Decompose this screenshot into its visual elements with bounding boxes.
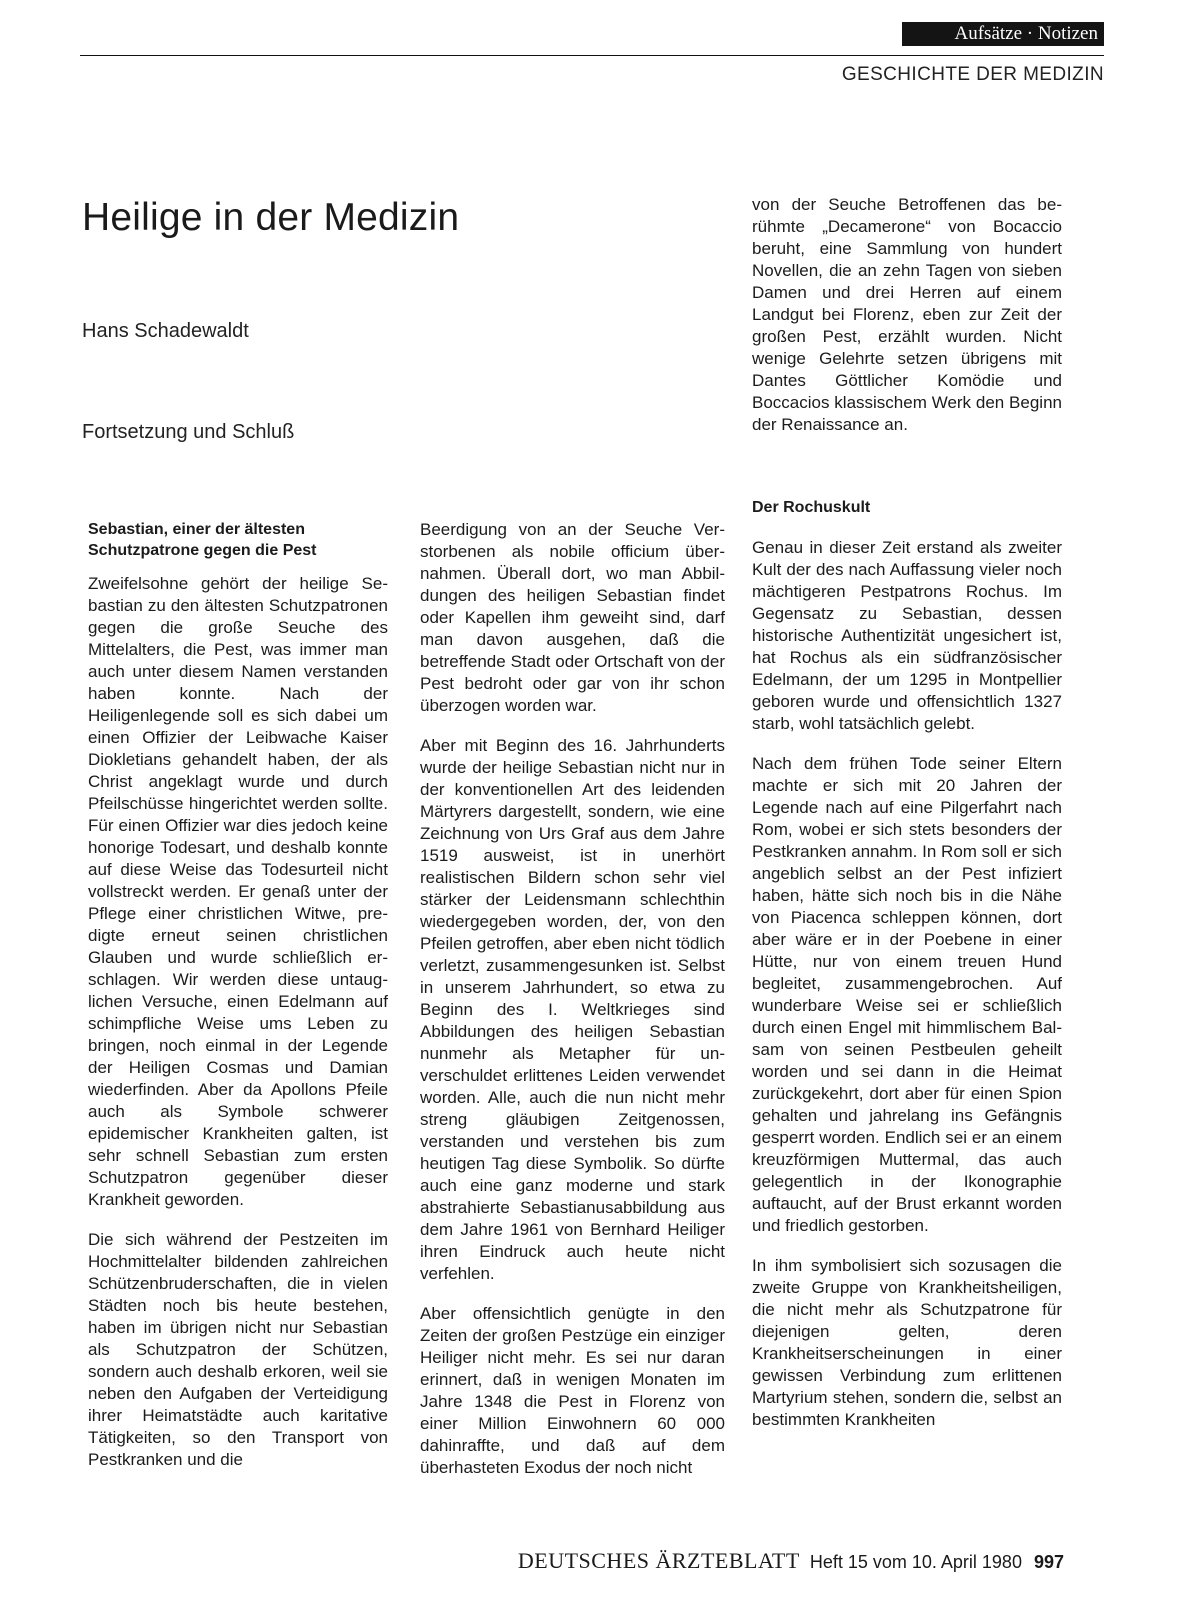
column-3-paragraph: Genau in dieser Zeit erstand als zweiter Kult der des nach Auffassung vieler noch mächtigeren Pestpatrons Rochus. Im Gegensatz zu Sebastian, dessen historische Authentizität ungesichert ist, hat Rochus als ein südfranzösischer Edelmann, der um 1295 in Montpellier geboren wurde und offensichtlich 1327 starb, wohl tatsächlich gelebt.	[752, 538, 1062, 733]
intro-column	[752, 194, 1062, 454]
column-2	[420, 519, 725, 1497]
article-title: Heilige in der Medizin	[82, 196, 460, 239]
column-2-paragraph: Aber mit Beginn des 16. Jahrhunderts wurde der heilige Sebastian nicht nur in der konventionellen Art des leidenden Märtyrers dargestellt, sondern, wie eine Zeichnung von Urs Graf aus dem Jahre 1519 ausweist, ist in unerhört realistischen Bildern schon sehr viel stärker der Leidensmann schlechthin wiedergegeben worden, der, von den Pfeilen getroffen, aber eben nicht tödlich verletzt, zusammengesunken ist. Selbst in unserem Jahrhundert, so etwa zu Beginn des I. Weltkrieges sind Abbildungen des heiligen Sebastian nunmehr als Metapher für unverschuldet erlittenes Leiden verwendet worden. Alle, auch die nun nicht mehr streng gläubigen Zeitgenossen, verstanden und verstehen bis zum heutigen Tag diese Symbolik. So dürfte auch eine ganz moderne und stark abstrahierte Sebastianusabbildung aus dem Jahre 1961 von Bernhard Heiliger ihren Eindruck auch heute nicht verfehlen.	[420, 736, 725, 1283]
header-rule	[80, 55, 1104, 56]
journal-name: DEUTSCHES ÄRZTEBLATT	[517, 1548, 800, 1573]
issue-info: Heft 15 vom 10. April 1980	[809, 1552, 1022, 1572]
column-3-paragraph: Nach dem frühen Tode seiner Eltern machte er sich mit 20 Jahren der Legende nach auf eine Pilgerfahrt nach Rom, wobei er sich stets besonders der Pestkranken annahm. In Rom soll er sich angeblich selbst an der Pest infiziert haben, hätte sich noch bis in die Nähe von Piacenca schleppen können, dort aber wäre er in der Poebene in einer Hütte, nur von einem treuen Hund begleitet, zusammengebrochen. Auf wunderbare Weise sei er schließlich durch einen Engel mit himmlischem Balsam von seinen Pestbeulen geheilt worden und sei dann in die Heimat zurückgekehrt, dort aber für einen Spion gehalten und jahrelang ins Gefängnis gesperrt worden. Endlich sei er an einem kreuzförmigen Muttermal, das auch gelegentlich in der Ikonographie auftaucht, auf der Brust erkannt worden und friedlich gestorben.	[752, 754, 1062, 1235]
page-footer	[0, 1548, 1064, 1574]
column-1	[88, 519, 388, 1489]
intro-paragraph: von der Seuche Betroffenen das berühmte „Decamerone“ von Bocaccio beruht, eine Sammlung von hundert Novellen, die an zehn Tagen von sieben Damen und drei Herren auf einem Landgut bei Florenz, eben zur Zeit der großen Pest, erzählt wurden. Nicht wenige Gelehrte setzen übrigens mit Dantes Göttlicher Komödie und Boccacios klassischem Werk den Beginn der Renaissance an.	[752, 195, 1062, 434]
article-author: Hans Schadewaldt	[82, 320, 249, 342]
column-2-paragraph: Aber offensichtlich genügte in den Zeiten der großen Pestzüge ein einziger Heiliger nicht mehr. Es sei nur daran erinnert, daß in wenigen Monaten im Jahre 1348 die Pest in Florenz von einer Million Einwohnern 60 000 dahinraffte, und daß auf dem überhasteten Exodus der noch nicht	[420, 1304, 725, 1477]
column-1-heading: Sebastian, einer der ältesten Schutzpatrone gegen die Pest	[88, 521, 317, 559]
column-1-paragraph: Zweifelsohne gehört der heilige Sebastian zu den ältesten Schutzpatronen gegen die große Seuche des Mittelalters, die Pest, was immer man auch unter diesem Namen verstanden haben konnte. Nach der Heiligenlegende soll es sich dabei um einen Offizier der Leibwache Kaiser Diokletians gehandelt haben, der als Christ angeklagt wurde und durch Pfeilschüsse hingerichtet werden sollte. Für einen Offizier war dies jedoch keine honorige Todesart, und deshalb konnte auf diese Weise das Todesurteil nicht vollstreckt werden. Er genaß unter der Pflege einer christlichen Witwe, predigte erneut seinen christlichen Glauben und wurde schließlich erschlagen. Wir werden diese untauglichen Versuche, einen Edelmann auf schimpfliche Weise ums Leben zu bringen, noch einmal in der Legende der Heiligen Cosmas und Damian wiederfinden. Aber da Apollons Pfeile auch als Symbole schwerer epidemischer Krankheiten galten, ist sehr schnell Sebastian zum ersten Schutzpatron gegenüber dieser Krankheit geworden.	[88, 574, 388, 1209]
column-3	[752, 497, 1062, 1449]
page-number: 997	[1033, 1552, 1064, 1572]
column-3-heading: Der Rochuskult	[752, 499, 871, 516]
section-topic: GESCHICHTE DER MEDIZIN	[841, 64, 1104, 85]
article-subtitle: Fortsetzung und Schluß	[82, 421, 295, 443]
column-1-paragraph: Die sich während der Pestzeiten im Hochmittelalter bildenden zahlreichen Schützenbruderschaften, die in vielen Städten noch bis heute bestehen, haben im übrigen nicht nur Sebastian als Schutzpatron der Schützen, sondern auch deshalb erkoren, weil sie neben den Aufgaben der Verteidigung ihrer Heimatstädte auch karitative Tätigkeiten, so den Transport von Pestkranken und die	[88, 1230, 388, 1469]
section-tag: Aufsätze · Notizen	[902, 22, 1104, 46]
column-3-paragraph: In ihm symbolisiert sich sozusagen die zweite Gruppe von Krankheitsheiligen, die nicht mehr als Schutzpatrone für diejenigen gelten, deren Krankheitserscheinungen in einer gewissen Verbindung zum erlittenen Martyrium stehen, sondern die, selbst an bestimmten Krankheiten	[752, 1256, 1062, 1429]
column-2-paragraph: Beerdigung von an der Seuche Verstorbenen als nobile officium übernahmen. Überall dort, wo man Abbildungen des heiligen Sebastian findet oder Kapellen ihm geweiht sind, darf man davon ausgehen, daß die betreffende Stadt oder Ortschaft von der Pest bedroht oder gar von ihr schon überzogen worden war.	[420, 520, 725, 715]
